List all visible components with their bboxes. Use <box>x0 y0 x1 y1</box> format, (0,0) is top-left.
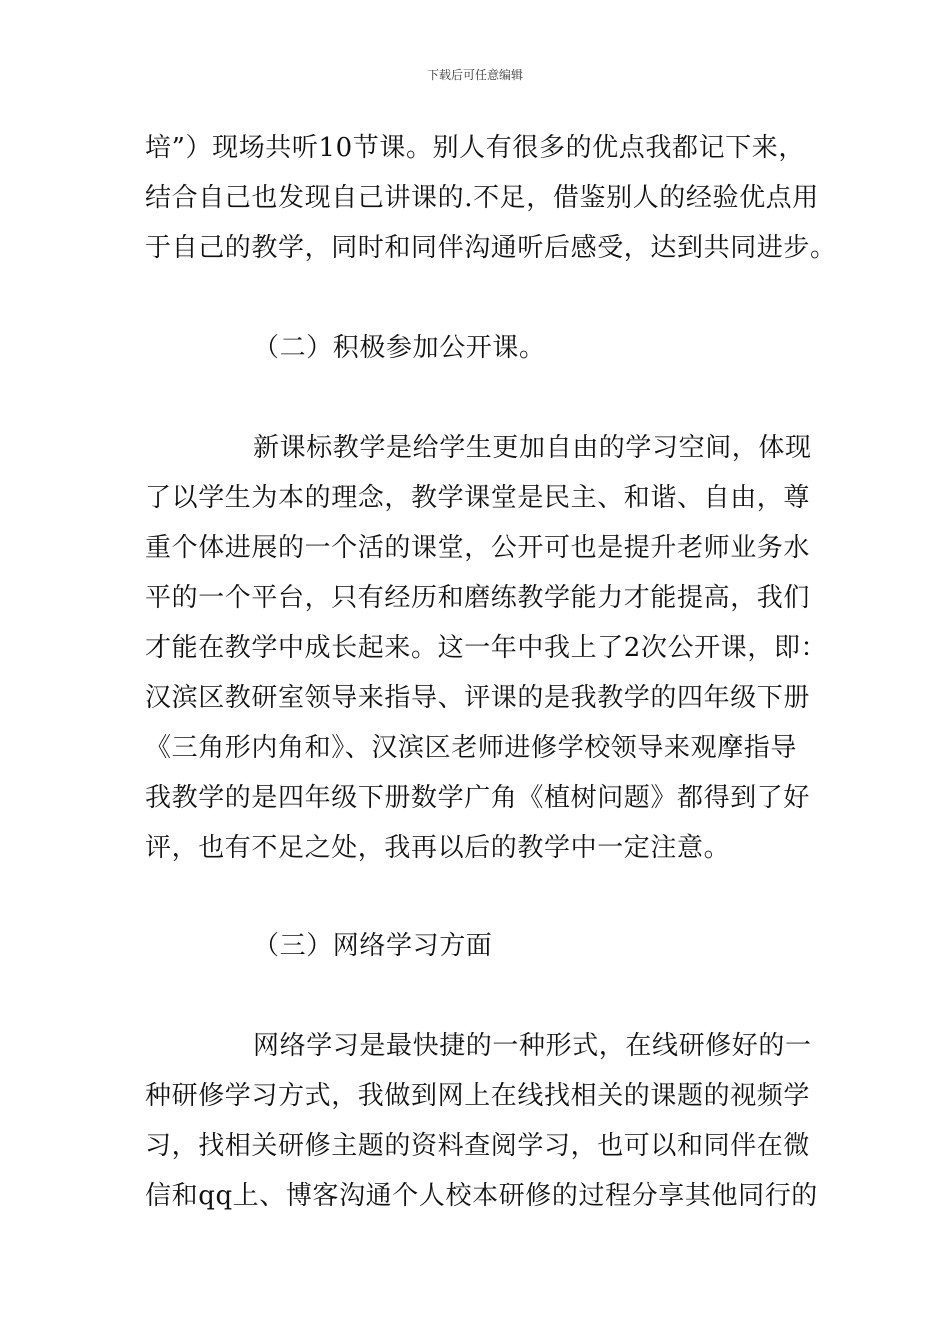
paragraph-line: 培”）现场共听10节课。别人有很多的优点我都记下来， <box>145 133 805 163</box>
paragraph-line: 了以学生为本的理念，教学课堂是民主、和谐、自由，尊 <box>145 483 811 513</box>
paragraph-line: 种研修学习方式，我做到网上在线找相关的课题的视频学 <box>145 1081 811 1111</box>
paragraph-line: 评，也有不足之处，我再以后的教学中一定注意。 <box>145 833 731 863</box>
paragraph-line: 习，找相关研修主题的资料查阅学习，也可以和同伴在微 <box>145 1131 811 1161</box>
paragraph-line: 《三角形内角和》、汉滨区老师进修学校领导来观摩指导 <box>145 733 798 763</box>
paragraph-line: 我教学的是四年级下册数学广角《植树问题》都得到了好 <box>145 783 811 813</box>
header-note: 下载后可任意编辑 <box>426 68 523 82</box>
paragraph-line: 重个体进展的一个活的课堂，公开可也是提升老师业务水 <box>145 533 811 563</box>
paragraph-2 <box>145 423 828 873</box>
section-heading-2: （二）积极参加公开课。 <box>253 333 546 363</box>
paragraph-line: 新课标教学是给学生更加自由的学习空间，体现 <box>253 433 812 463</box>
section-heading-3: （三）网络学习方面 <box>253 931 493 961</box>
paragraph-line: 信和qq上、博客沟通个人校本研修的过程分享其他同行的 <box>145 1181 818 1211</box>
paragraph-line: 于自己的教学，同时和同伴沟通听后感受，达到共同进步。 <box>145 233 837 263</box>
paragraph-line: 平的一个平台，只有经历和磨练教学能力才能提高，我们 <box>145 583 811 613</box>
paragraph-line: 网络学习是最快捷的一种形式，在线研修好的一 <box>253 1031 812 1061</box>
paragraph-line: 汉滨区教研室领导来指导、评课的是我教学的四年级下册 <box>145 683 811 713</box>
paragraph-3 <box>145 1021 818 1221</box>
paragraph-line: 才能在教学中成长起来。这一年中我上了2次公开课，即： <box>145 633 828 663</box>
paragraph-1 <box>145 123 837 273</box>
paragraph-line: 结合自己也发现自己讲课的.不足，借鉴别人的经验优点用 <box>145 183 819 213</box>
